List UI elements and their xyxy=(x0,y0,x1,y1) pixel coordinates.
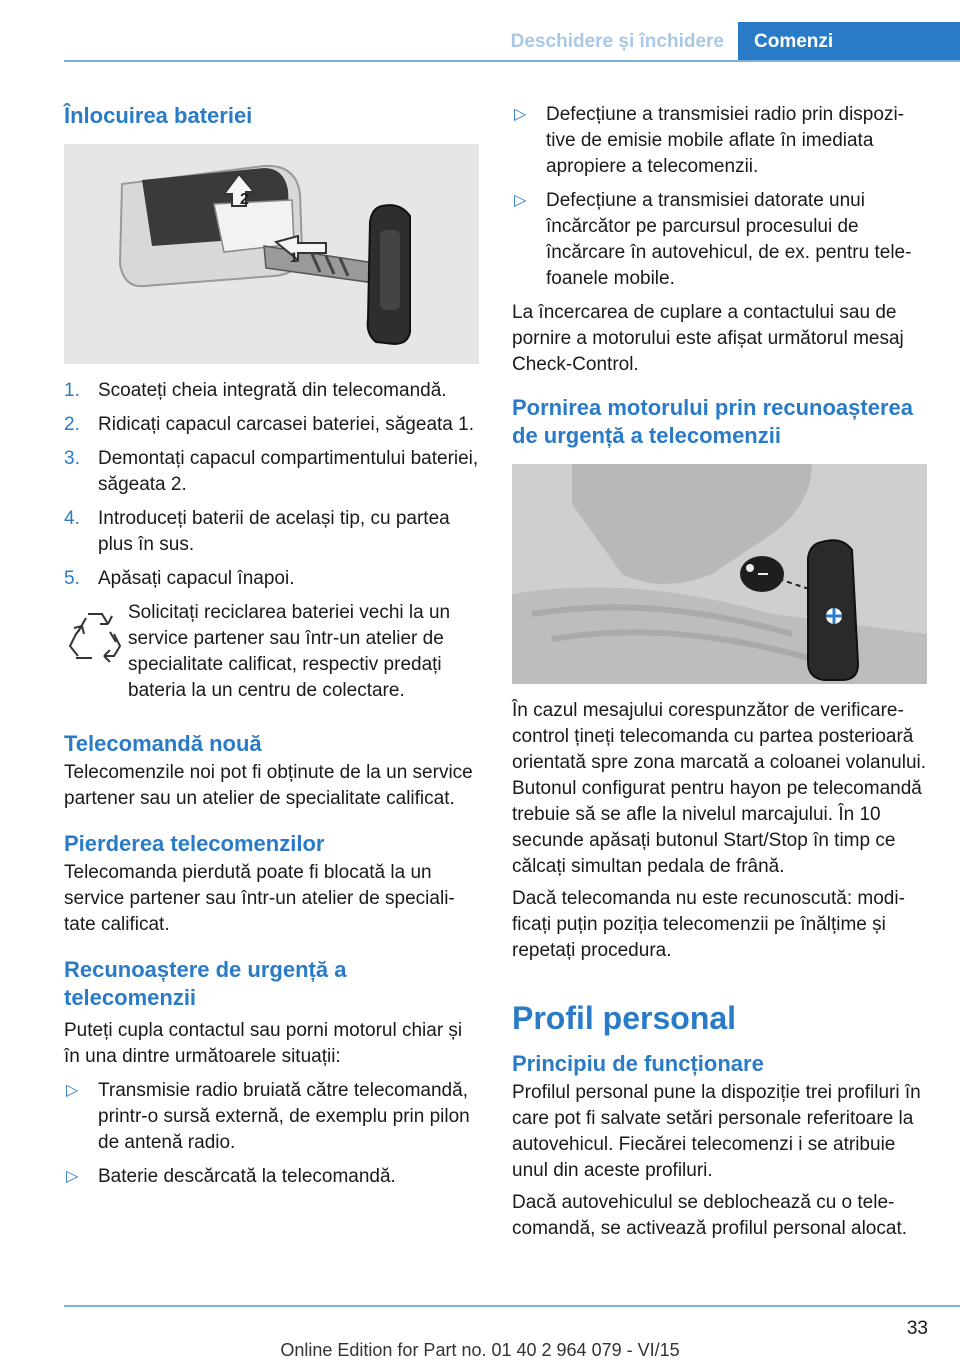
triangle-bullet-icon: ▷ xyxy=(66,1082,79,1099)
list-item xyxy=(512,188,927,292)
steering-column-drawing xyxy=(512,464,927,684)
engine-start-text-2: Dacă telecomanda nu este recunoscută: modificați puțin poziția telecomenzii pe înălțime și repetați procedura. xyxy=(512,888,905,961)
battery-steps xyxy=(64,378,479,592)
step-number: 1. xyxy=(64,380,80,401)
list-item xyxy=(64,506,479,558)
header-section-title: Deschidere și închidere xyxy=(510,31,724,52)
arrow-label-2: 2 xyxy=(240,191,249,208)
list-item xyxy=(512,102,927,180)
list-item xyxy=(64,378,479,404)
header-rule xyxy=(64,60,960,62)
recycle-icon xyxy=(64,604,126,666)
steering-column-illustration xyxy=(512,464,927,684)
profile-heading: Profil personal xyxy=(512,1000,737,1036)
triangle-bullet-icon: ▷ xyxy=(514,192,527,209)
principle-text-2: Dacă autovehiculul se deblochează cu o telecomandă, se activează profilul personal alocat. xyxy=(512,1192,908,1239)
lost-remote-heading: Pierderea telecomenzilor xyxy=(64,831,325,856)
list-item xyxy=(64,1078,479,1156)
remote-key-drawing xyxy=(64,144,479,364)
page-number: 33 xyxy=(906,1318,928,1339)
key-battery-illustration xyxy=(64,144,479,364)
triangle-bullet-icon: ▷ xyxy=(66,1168,79,1185)
emergency-heading: Recunoaștere de urgență a telecomenzii xyxy=(64,957,347,1010)
right-column xyxy=(512,102,927,1242)
page-header xyxy=(0,0,960,62)
engine-start-text-1: În cazul mesajului corespunzător de verificare-control țineți telecomanda cu partea posterioară orientată spre zona marcată a coloanei volanului. Butonul configurat pentru hayon pe telecomandă trebuie să se afle la nivelul marcajului. În 10 secunde apăsați butonul Start/Stop în timp ce călcați simultan pedala de frână. xyxy=(512,700,927,877)
left-column xyxy=(64,94,479,1198)
lost-remote-text: Telecomanda pierdută poate fi blocată la un service partener sau într-un atelier de specialitate calificat. xyxy=(64,862,455,935)
step-text: Apăsați capacul înapoi. xyxy=(98,568,295,589)
bullet-text: Transmisie radio bruiată către telecomandă, printr-o sursă externă, de exemplu prin pilon de antenă radio. xyxy=(98,1080,470,1153)
principle-text-1: Profilul personal pune la dispoziție trei profiluri în care pot fi salvate setări personale referitoare la autovehicul. Fiecărei telecomenzi i se atribuie unul din aceste profiluri. xyxy=(512,1082,921,1181)
list-item xyxy=(64,412,479,438)
step-text: Introduceți baterii de același tip, cu partea plus în sus. xyxy=(98,508,450,555)
emergency-conditions-list xyxy=(64,1078,479,1190)
list-item xyxy=(64,566,479,592)
list-item xyxy=(64,1164,479,1190)
step-number: 2. xyxy=(64,414,80,435)
emergency-text: Puteți cupla contactul sau porni motorul chiar și în una dintre următoarele situații: xyxy=(64,1020,463,1067)
principle-heading: Principiu de funcționare xyxy=(512,1051,764,1076)
checkcontrol-text: La încercarea de cuplare a contactului sau de pornire a motorului este afișat următorul mesaj Check-Control. xyxy=(512,302,904,375)
edition-footer: Online Edition for Part no. 01 40 2 964 079 - VI/15 xyxy=(280,1340,680,1360)
step-text: Scoateți cheia integrată din telecomandă. xyxy=(98,380,447,401)
step-number: 5. xyxy=(64,568,80,589)
recycle-note xyxy=(64,600,479,704)
header-chapter-tab: Comenzi xyxy=(738,22,960,62)
step-text: Ridicați capacul carcasei bateriei, săgeata 1. xyxy=(98,414,474,435)
step-text: Demontați capacul compartimentului bateriei, săgeata 2. xyxy=(98,448,479,495)
engine-start-heading: Pornirea motorului prin recunoașterea de urgență a telecomenzii xyxy=(512,395,913,448)
new-remote-heading: Telecomandă nouă xyxy=(64,731,262,756)
footer-rule xyxy=(64,1305,960,1307)
recycle-text: Solicitați reciclarea bateriei vechi la un service partener sau într-un atelier de specialitate calificat, respectiv predați bateria la un centru de colectare. xyxy=(128,602,451,701)
step-number: 4. xyxy=(64,508,80,529)
new-remote-text: Telecomenzile noi pot fi obținute de la un service partener sau un atelier de specialitate calificat. xyxy=(64,762,473,809)
list-item xyxy=(64,446,479,498)
bullet-text: Defecțiune a transmisiei radio prin dispozitive de emisie mobile aflate în imediata apropiere a telecomenzii. xyxy=(546,104,904,177)
bullet-text: Baterie descărcată la telecomandă. xyxy=(98,1166,396,1187)
arrow-label-1: 1 xyxy=(290,249,298,265)
bullet-text: Defecțiune a transmisiei datorate unui încărcător pe parcursul procesului de încărcare în autovehicul, de ex. pentru telefoanele mobile. xyxy=(546,190,912,289)
triangle-bullet-icon: ▷ xyxy=(514,106,527,123)
battery-heading: Înlocuirea bateriei xyxy=(64,103,253,128)
step-number: 3. xyxy=(64,448,80,469)
emergency-conditions-list-continued xyxy=(512,102,927,292)
